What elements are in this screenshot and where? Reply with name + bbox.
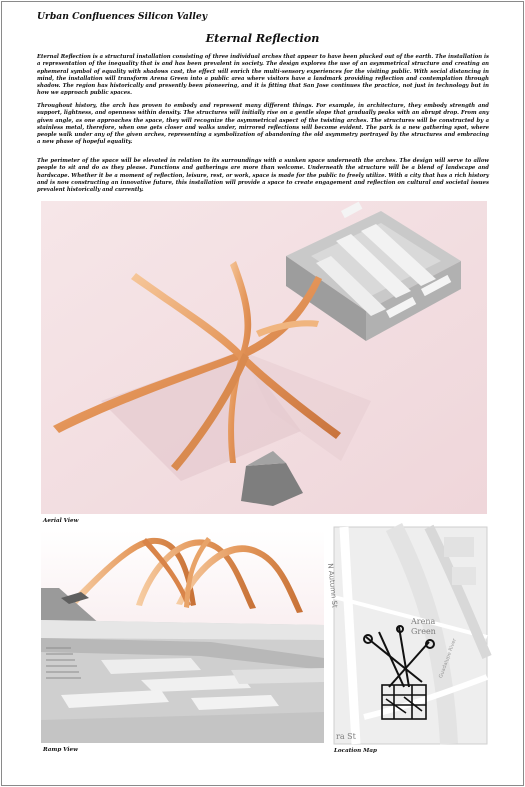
ramp-view-image bbox=[41, 530, 324, 743]
map-label-street-top: N Autumn St bbox=[326, 563, 339, 609]
ramp-view-caption: Ramp View bbox=[43, 747, 78, 753]
header-title: Urban Confluences Silicon Valley bbox=[37, 11, 208, 22]
page-title: Eternal Reflection bbox=[205, 31, 320, 45]
map-label-street-bottom: ra St bbox=[336, 732, 356, 741]
map-label-creek: Guadalupe River bbox=[438, 637, 458, 680]
location-map bbox=[326, 527, 487, 744]
aerial-view-caption: Aerial View bbox=[43, 518, 79, 524]
map-label-park-line1: Arena bbox=[411, 617, 436, 626]
aerial-view-image bbox=[41, 201, 487, 514]
paragraph-history: Throughout history, the arch has proven to embody and represent many different things. For example, in architecture, they embody strength and support, lightness, and openness within density. The structures will initially rise on a gentle slope that gradually peaks with an abrupt drop. From any given angle, as one approaches the space, they will recognize the asymmetrical aspect of the twisting arches. The structures will be constructed by a stainless metal, therefore, when one gets closer and walks under, mirrored reflections will become evident. The park is a new gathering spot, where people walk under any of the given arches, representing a symbolization of abandoning the old asymmetry portrayed by the structures and embracing a new phase of hopeful equality. bbox=[37, 103, 489, 146]
map-label-park-line2: Green bbox=[411, 627, 436, 636]
paragraph-perimeter: The perimeter of the space will be elevated in relation to its surroundings with a sunken space underneath the arches. The design will serve to allow people to sit and do as they please. Functions and gatherings are more than welcome. Underneath the structure will be a blend of landscape and hardscape. Whether it be a moment of reflection, leisure, rest, or work, space is made for the public to freely utilize. With a city that has a rich history and is now constructing an innovative future, this installation will provide a space to create engagement and reflection on cultural and societal issues prevalent historically and currently. bbox=[37, 158, 489, 194]
location-map-caption: Location Map bbox=[334, 748, 377, 754]
paragraph-intro: Eternal Reflection is a structural installation consisting of three individual arches that appear to have been plucked out of the earth. The installation is a representation of the inequality that is and has been prevalent in society. The design explores the use of an asymmetrical structure and creating an ephemeral symbol of equality with shadows cast, the effect will enrich the multi-sensory experiences for the visiting public. With social distancing in mind, the installation will transform Arena Green into a public area where visitors have a landmark providing reflection and contemplation through shadow. The region has historically and presently been pioneering, and it is fitting that San Jose continues the practice, not just in technology but in how we approach public spaces. bbox=[37, 54, 489, 97]
